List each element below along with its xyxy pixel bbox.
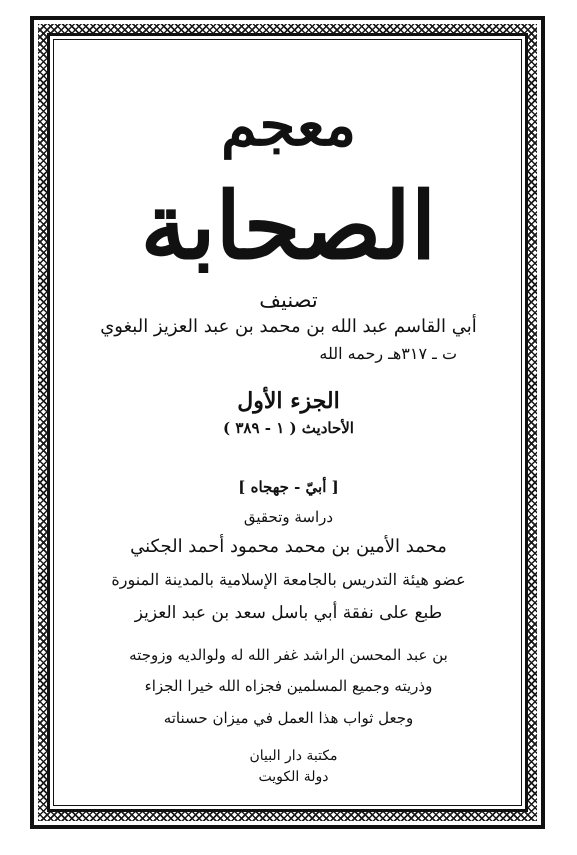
publisher-name: مكتبة دار البيان [249, 748, 338, 764]
editor-name: محمد الأمين بن محمد محمود أحمد الجكني [130, 536, 447, 557]
dedication-line: وذريته وجميع المسلمين فجزاه الله خيرا الجزاء [144, 677, 433, 695]
editor-position: عضو هيئة التدريس بالجامعة الإسلامية بالمدينة المنورة [111, 570, 466, 589]
title-page-content [60, 40, 517, 810]
dedication-line: وجعل ثواب هذا العمل في ميزان حسناته [163, 709, 414, 727]
publisher-country: دولة الكويت [258, 769, 329, 785]
study-label: دراسة وتحقيق [243, 508, 334, 526]
volume-label: الجزء الأول [237, 388, 340, 414]
author-name: أبي القاسم عبد الله بن محمد بن عبد العزيز البغوي [100, 316, 477, 337]
compiled-by-label: تصنيف [259, 288, 318, 312]
dedication-line: بن عبد المحسن الراشد غفر الله له ولوالديه وزوجته [129, 646, 448, 664]
book-title-line-1: معجم [220, 91, 357, 159]
sponsor-line: طبع على نفقة أبي باسل سعد بن عبد العزيز [134, 603, 443, 623]
author-death-note: ت ـ ٣١٧هـ رحمه الله [319, 344, 457, 363]
section-range: [ أبيّ - جهجاه ] [238, 478, 339, 496]
book-title-line-2: الصحابة [140, 172, 437, 280]
hadith-range: الأحاديث ( ١ - ٣٨٩ ) [223, 419, 354, 437]
